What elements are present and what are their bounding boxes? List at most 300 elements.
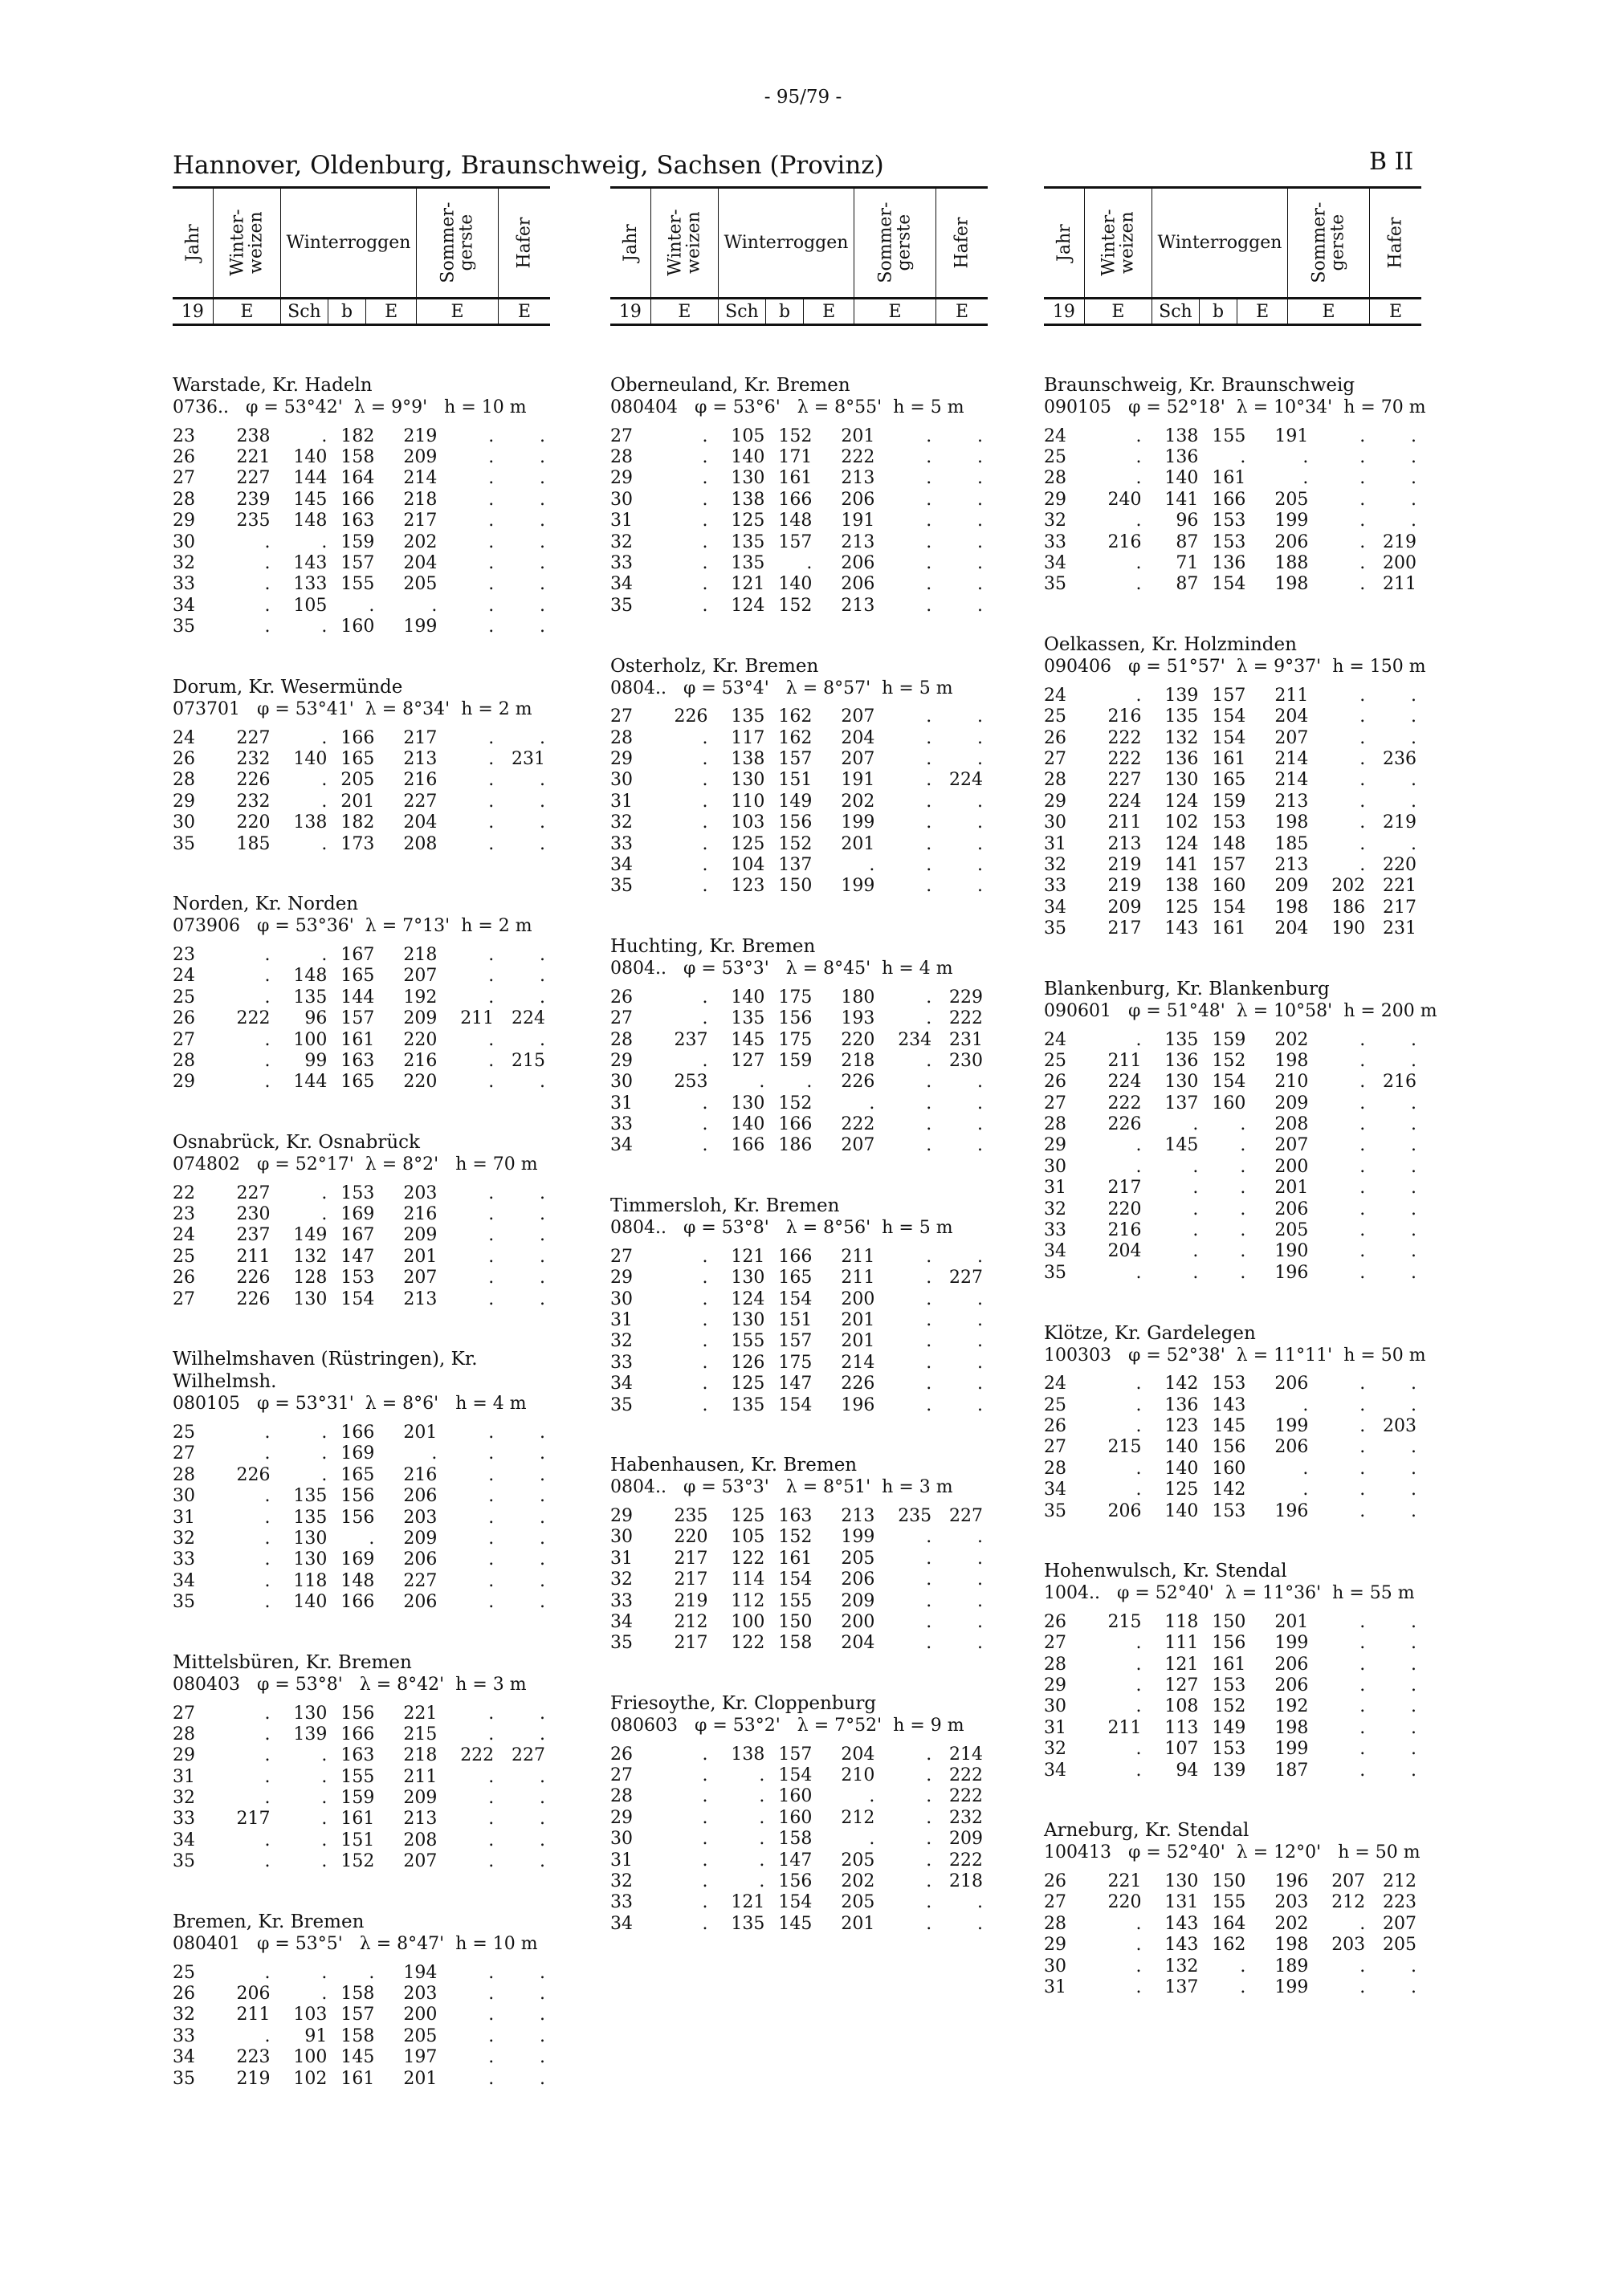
table-cell: . bbox=[264, 1050, 271, 1071]
table-cell: 137 bbox=[1164, 1977, 1199, 1997]
table-cell: 31 bbox=[173, 1766, 195, 1787]
table-row bbox=[173, 595, 550, 616]
table-cell: 234 bbox=[898, 1029, 932, 1050]
table-cell: 211 bbox=[1383, 574, 1416, 595]
table-cell: 171 bbox=[778, 447, 813, 468]
table-cell: 229 bbox=[949, 987, 983, 1008]
table-cell: 105 bbox=[293, 595, 328, 616]
table-cell: 100 bbox=[731, 1611, 765, 1632]
table-cell: . bbox=[264, 1592, 271, 1613]
table-row bbox=[610, 876, 988, 897]
table-cell: 211 bbox=[1107, 812, 1142, 833]
table-row bbox=[173, 1528, 550, 1549]
table-row bbox=[1044, 1935, 1421, 1956]
table-cell: . bbox=[488, 1268, 495, 1288]
table-cell: . bbox=[926, 833, 932, 854]
table-cell: . bbox=[540, 944, 545, 965]
table-cell: . bbox=[1135, 447, 1142, 468]
table-cell: . bbox=[488, 987, 495, 1008]
station-coordinates: 073701 φ = 53°41' λ = 8°34' h = 2 m bbox=[173, 698, 532, 719]
table-cell: 135 bbox=[731, 706, 765, 727]
header-unit: E bbox=[1287, 299, 1369, 325]
table-cell: . bbox=[1302, 468, 1309, 489]
table-cell: 27 bbox=[610, 706, 633, 727]
table-cell: 166 bbox=[731, 1135, 765, 1156]
table-row bbox=[610, 812, 988, 833]
table-cell: 208 bbox=[403, 833, 438, 854]
table-cell: 211 bbox=[1107, 1050, 1142, 1071]
table-cell: . bbox=[926, 1633, 932, 1654]
table-cell: 152 bbox=[778, 1527, 813, 1548]
table-cell: 140 bbox=[293, 748, 328, 769]
table-cell: 166 bbox=[778, 1114, 813, 1135]
table-cell: . bbox=[1359, 812, 1366, 833]
station-coordinates: 0804.. φ = 53°3' λ = 8°51' h = 3 m bbox=[610, 1477, 953, 1498]
table-cell: 25 bbox=[1044, 1050, 1066, 1071]
table-cell: . bbox=[264, 1745, 271, 1766]
page-number: - 95/79 - bbox=[764, 87, 842, 108]
header-unit: E bbox=[804, 299, 854, 325]
station-coordinates: 090105 φ = 52°18' λ = 10°34' h = 70 m bbox=[1044, 397, 1426, 417]
table-cell: . bbox=[926, 706, 932, 727]
table-cell: 199 bbox=[1274, 1633, 1309, 1654]
table-cell: 217 bbox=[1107, 918, 1142, 939]
table-cell: 30 bbox=[173, 531, 195, 552]
station-name: Blankenburg, Kr. Blankenburg bbox=[1044, 978, 1330, 999]
table-cell: 125 bbox=[1164, 1480, 1199, 1500]
table-cell: . bbox=[321, 1423, 328, 1443]
table-cell: 154 bbox=[1212, 897, 1246, 918]
table-cell: . bbox=[759, 1871, 765, 1892]
table-cell: 217 bbox=[403, 727, 438, 748]
table-cell: 219 bbox=[1383, 531, 1416, 552]
table-cell: . bbox=[540, 1029, 545, 1050]
table-cell: 217 bbox=[1383, 897, 1416, 918]
table-cell: . bbox=[1302, 1480, 1309, 1500]
table-cell: 205 bbox=[1383, 1935, 1416, 1956]
table-row bbox=[1044, 1976, 1421, 1997]
table-cell: 130 bbox=[293, 1528, 328, 1549]
table-row bbox=[173, 748, 550, 769]
table-cell: 29 bbox=[610, 1505, 633, 1526]
table-cell: 35 bbox=[173, 617, 195, 637]
table-cell: 204 bbox=[1274, 706, 1309, 727]
table-cell: . bbox=[1192, 1199, 1199, 1219]
table-cell: . bbox=[1359, 447, 1366, 468]
table-cell: . bbox=[1192, 1241, 1199, 1262]
table-cell: . bbox=[1135, 1135, 1142, 1156]
table-cell: . bbox=[702, 1807, 708, 1828]
table-row bbox=[173, 1029, 550, 1050]
table-cell: 235 bbox=[898, 1505, 932, 1526]
table-cell: 205 bbox=[1274, 489, 1309, 510]
table-cell: 132 bbox=[1164, 1956, 1199, 1976]
table-row bbox=[1044, 1374, 1421, 1394]
table-cell: . bbox=[926, 1569, 932, 1590]
station-data-table bbox=[1044, 425, 1421, 595]
table-row bbox=[173, 1486, 550, 1507]
station-data-table bbox=[610, 1744, 988, 1935]
table-row bbox=[610, 1072, 988, 1093]
table-cell: . bbox=[1359, 1114, 1366, 1135]
table-cell: . bbox=[1359, 1500, 1366, 1521]
station-block bbox=[1044, 1819, 1421, 1997]
table-cell: 198 bbox=[1274, 1717, 1309, 1738]
table-cell: 34 bbox=[610, 1913, 633, 1934]
table-cell: 202 bbox=[1274, 1913, 1309, 1934]
table-cell: . bbox=[1359, 553, 1366, 574]
table-cell: 198 bbox=[1274, 812, 1309, 833]
table-cell: . bbox=[1359, 1156, 1366, 1177]
table-row bbox=[173, 1225, 550, 1246]
table-cell: 27 bbox=[610, 1008, 633, 1029]
table-cell: 32 bbox=[610, 1871, 633, 1892]
table-cell: . bbox=[540, 553, 545, 574]
table-cell: 33 bbox=[610, 1114, 633, 1135]
table-cell: . bbox=[1411, 1480, 1416, 1500]
table-cell: 34 bbox=[610, 1135, 633, 1156]
table-row bbox=[173, 1570, 550, 1591]
table-cell: 203 bbox=[403, 1507, 438, 1528]
table-cell: 201 bbox=[841, 1331, 875, 1352]
table-cell: 214 bbox=[1274, 748, 1309, 769]
station-coordinates: 0804.. φ = 53°8' λ = 8°56' h = 5 m bbox=[610, 1218, 953, 1239]
table-cell: 199 bbox=[841, 812, 875, 833]
table-cell: . bbox=[926, 1114, 932, 1135]
table-cell: 28 bbox=[173, 1050, 195, 1071]
table-cell: . bbox=[702, 1093, 708, 1113]
table-cell: 149 bbox=[293, 1225, 328, 1246]
table-cell: 33 bbox=[610, 833, 633, 854]
table-cell: 212 bbox=[1383, 1871, 1416, 1892]
table-cell: 207 bbox=[403, 966, 438, 987]
table-cell: 150 bbox=[778, 1611, 813, 1632]
station-data-table bbox=[610, 1505, 988, 1654]
table-cell: 35 bbox=[1044, 918, 1066, 939]
table-row bbox=[173, 552, 550, 573]
column-2 bbox=[610, 186, 988, 1973]
table-cell: . bbox=[321, 1809, 328, 1830]
table-cell: 194 bbox=[403, 1962, 438, 1983]
table-cell: 220 bbox=[403, 1029, 438, 1050]
table-cell: 157 bbox=[340, 553, 375, 574]
table-cell: . bbox=[1359, 1437, 1366, 1458]
table-cell: . bbox=[264, 944, 271, 965]
station-coordinates: 074802 φ = 52°17' λ = 8°2' h = 70 m bbox=[173, 1154, 538, 1174]
table-cell: 130 bbox=[731, 770, 765, 791]
table-cell: 142 bbox=[1164, 1374, 1199, 1394]
station-name: Bremen, Kr. Bremen bbox=[173, 1911, 365, 1932]
table-cell: 215 bbox=[1107, 1437, 1142, 1458]
table-cell: . bbox=[926, 1135, 932, 1156]
table-cell: . bbox=[1240, 1977, 1246, 1997]
table-cell: 130 bbox=[731, 1093, 765, 1113]
table-cell: 135 bbox=[293, 1486, 328, 1507]
table-cell: 24 bbox=[1044, 1029, 1066, 1050]
table-cell: 159 bbox=[778, 1050, 813, 1071]
table-cell: 236 bbox=[1383, 748, 1416, 769]
table-cell: 216 bbox=[1107, 531, 1142, 552]
table-cell: . bbox=[702, 876, 708, 897]
table-cell: 111 bbox=[1164, 1633, 1199, 1654]
table-cell: . bbox=[806, 553, 813, 574]
table-cell: 140 bbox=[1164, 468, 1199, 489]
header-winterweizen-label: Winter- weizen bbox=[665, 209, 704, 276]
table-cell: . bbox=[264, 1549, 271, 1570]
table-cell: . bbox=[488, 727, 495, 748]
table-cell: . bbox=[264, 553, 271, 574]
table-cell: 224 bbox=[512, 1008, 545, 1029]
table-cell: 103 bbox=[293, 2005, 328, 2025]
table-row bbox=[1044, 1611, 1421, 1632]
table-cell: 125 bbox=[731, 1374, 765, 1394]
table-cell: . bbox=[977, 1892, 983, 1913]
table-cell: 34 bbox=[1044, 1241, 1066, 1262]
table-cell: . bbox=[488, 1464, 495, 1485]
table-cell: 34 bbox=[610, 1374, 633, 1394]
table-cell: 138 bbox=[1164, 425, 1199, 446]
table-row bbox=[1044, 1113, 1421, 1134]
table-cell: . bbox=[540, 2005, 545, 2025]
table-cell: 29 bbox=[1044, 1675, 1066, 1696]
table-cell: . bbox=[1411, 1717, 1416, 1738]
table-cell: . bbox=[1135, 685, 1142, 706]
table-cell: 156 bbox=[340, 1507, 375, 1528]
table-cell: . bbox=[540, 1204, 545, 1225]
table-cell: 24 bbox=[173, 1225, 195, 1246]
table-cell: 150 bbox=[1212, 1611, 1246, 1632]
table-cell: 32 bbox=[173, 2005, 195, 2025]
table-cell: . bbox=[488, 1443, 495, 1464]
table-cell: 153 bbox=[1212, 1374, 1246, 1394]
table-cell: 154 bbox=[778, 1288, 813, 1309]
table-cell: 237 bbox=[236, 1225, 271, 1246]
table-cell: 202 bbox=[1274, 1029, 1309, 1050]
table-cell: . bbox=[1359, 1696, 1366, 1717]
table-row bbox=[610, 791, 988, 812]
table-cell: 153 bbox=[1212, 1500, 1246, 1521]
table-cell: 135 bbox=[293, 987, 328, 1008]
table-cell: 113 bbox=[1164, 1717, 1199, 1738]
table-cell: 29 bbox=[173, 791, 195, 812]
table-cell: 26 bbox=[1044, 1415, 1066, 1436]
table-row bbox=[173, 446, 550, 467]
table-cell: . bbox=[1411, 1458, 1416, 1479]
table-cell: . bbox=[488, 944, 495, 965]
table-cell: . bbox=[540, 2025, 545, 2046]
table-cell: 186 bbox=[1331, 897, 1366, 918]
table-cell: 196 bbox=[1274, 1871, 1309, 1892]
table-row bbox=[1044, 552, 1421, 573]
table-cell: . bbox=[1240, 1156, 1246, 1177]
table-cell: . bbox=[1135, 1262, 1142, 1283]
table-cell: . bbox=[977, 1331, 983, 1352]
table-cell: . bbox=[1411, 1135, 1416, 1156]
table-cell: 210 bbox=[1274, 1072, 1309, 1093]
table-row bbox=[173, 1464, 550, 1485]
table-cell: . bbox=[488, 1050, 495, 1071]
table-row bbox=[1044, 685, 1421, 706]
table-cell: 222 bbox=[949, 1850, 983, 1871]
table-row bbox=[1044, 854, 1421, 875]
table-cell: 135 bbox=[1164, 1029, 1199, 1050]
table-cell: 154 bbox=[778, 1892, 813, 1913]
table-row bbox=[173, 2005, 550, 2025]
table-cell: . bbox=[1240, 447, 1246, 468]
table-cell: . bbox=[977, 1352, 983, 1373]
table-cell: 34 bbox=[173, 1830, 195, 1850]
table-row bbox=[173, 1766, 550, 1787]
header-hafer-label: Hafer bbox=[1385, 217, 1406, 269]
table-cell: . bbox=[321, 1984, 328, 2005]
table-cell: 26 bbox=[1044, 1611, 1066, 1632]
table-cell: 157 bbox=[778, 748, 813, 769]
table-cell: 130 bbox=[1164, 770, 1199, 791]
station-data-table bbox=[1044, 1611, 1421, 1781]
table-cell: 27 bbox=[1044, 748, 1066, 769]
table-row bbox=[173, 770, 550, 791]
table-cell: 33 bbox=[1044, 531, 1066, 552]
table-cell: 100 bbox=[293, 2047, 328, 2068]
table-cell: 29 bbox=[173, 511, 195, 531]
header-unit: E bbox=[366, 299, 417, 325]
table-cell: 34 bbox=[610, 574, 633, 595]
table-cell: . bbox=[977, 1633, 983, 1654]
station-block bbox=[173, 676, 550, 854]
table-cell: . bbox=[702, 770, 708, 791]
station-name: Arneburg, Kr. Stendal bbox=[1044, 1820, 1249, 1842]
table-cell: . bbox=[1135, 1696, 1142, 1717]
station-data-table bbox=[173, 1183, 550, 1309]
table-cell: 199 bbox=[1274, 1415, 1309, 1436]
table-cell: 209 bbox=[1274, 876, 1309, 897]
table-cell: 144 bbox=[293, 468, 328, 489]
header-winterweizen bbox=[213, 188, 280, 299]
station-coordinates: 0736.. φ = 53°42' λ = 9°9' h = 10 m bbox=[173, 397, 527, 417]
table-cell: . bbox=[540, 1183, 545, 1203]
table-row bbox=[173, 2025, 550, 2046]
table-cell: . bbox=[540, 966, 545, 987]
table-cell: 153 bbox=[1212, 1675, 1246, 1696]
table-cell: . bbox=[540, 1225, 545, 1246]
table-row bbox=[610, 1892, 988, 1913]
table-cell: 138 bbox=[293, 812, 328, 833]
table-cell: . bbox=[1359, 1977, 1366, 1997]
station-data-table bbox=[1044, 1871, 1421, 1997]
table-row bbox=[1044, 1871, 1421, 1891]
table-cell: 206 bbox=[1274, 531, 1309, 552]
table-cell: 200 bbox=[1274, 1156, 1309, 1177]
table-cell: . bbox=[926, 553, 932, 574]
table-row bbox=[173, 727, 550, 748]
table-cell: 32 bbox=[173, 553, 195, 574]
table-cell: 136 bbox=[1164, 447, 1199, 468]
table-cell: . bbox=[321, 531, 328, 552]
table-row bbox=[610, 1309, 988, 1330]
table-cell: . bbox=[488, 468, 495, 489]
table-row bbox=[610, 489, 988, 510]
table-cell: 135 bbox=[293, 1507, 328, 1528]
table-cell: . bbox=[702, 511, 708, 531]
table-row bbox=[610, 1765, 988, 1785]
table-cell: 157 bbox=[340, 1008, 375, 1029]
table-cell: . bbox=[264, 531, 271, 552]
table-cell: 182 bbox=[340, 425, 375, 446]
table-cell: . bbox=[321, 1851, 328, 1872]
table-cell: . bbox=[977, 595, 983, 616]
table-cell: 209 bbox=[949, 1829, 983, 1850]
table-cell: . bbox=[488, 1486, 495, 1507]
table-cell: . bbox=[1411, 1199, 1416, 1219]
table-cell: 34 bbox=[1044, 1480, 1066, 1500]
table-cell: . bbox=[1411, 1760, 1416, 1781]
table-row bbox=[610, 770, 988, 791]
column-header bbox=[173, 186, 550, 326]
table-row bbox=[1044, 748, 1421, 769]
table-cell: . bbox=[431, 1443, 438, 1464]
table-cell: . bbox=[540, 833, 545, 854]
table-cell: . bbox=[1359, 791, 1366, 812]
table-cell: . bbox=[1411, 468, 1416, 489]
table-cell: 220 bbox=[236, 812, 271, 833]
table-cell: . bbox=[488, 511, 495, 531]
table-cell: 211 bbox=[1274, 685, 1309, 706]
station-coordinates: 073906 φ = 53°36' λ = 7°13' h = 2 m bbox=[173, 916, 532, 937]
table-cell: 32 bbox=[1044, 854, 1066, 875]
table-cell: 29 bbox=[610, 1050, 633, 1071]
table-cell: . bbox=[702, 1310, 708, 1331]
table-row bbox=[1044, 1675, 1421, 1696]
table-cell: 35 bbox=[1044, 574, 1066, 595]
table-cell: . bbox=[1359, 531, 1366, 552]
table-cell: . bbox=[540, 574, 545, 595]
table-cell: . bbox=[869, 1093, 875, 1113]
table-cell: 30 bbox=[1044, 1156, 1066, 1177]
table-cell: . bbox=[540, 1507, 545, 1528]
table-cell: 206 bbox=[1274, 1437, 1309, 1458]
table-cell: . bbox=[926, 1050, 932, 1071]
table-row bbox=[1044, 1892, 1421, 1913]
table-cell: 227 bbox=[949, 1505, 983, 1526]
table-cell: 206 bbox=[403, 1592, 438, 1613]
table-cell: . bbox=[1411, 727, 1416, 748]
header-unit: E bbox=[1084, 299, 1152, 325]
table-cell: 28 bbox=[1044, 468, 1066, 489]
table-cell: . bbox=[759, 1765, 765, 1786]
table-cell: 166 bbox=[778, 489, 813, 510]
table-cell: 144 bbox=[340, 987, 375, 1008]
table-cell: 28 bbox=[1044, 1458, 1066, 1479]
station-name: Friesoythe, Kr. Cloppenburg bbox=[610, 1693, 877, 1715]
table-cell: 166 bbox=[1212, 489, 1246, 510]
table-cell: 221 bbox=[236, 447, 271, 468]
table-cell: . bbox=[1411, 1178, 1416, 1199]
table-cell: 96 bbox=[1176, 511, 1199, 531]
table-cell: 219 bbox=[1383, 812, 1416, 833]
table-cell: . bbox=[1359, 1739, 1366, 1760]
table-cell: . bbox=[540, 425, 545, 446]
table-cell: . bbox=[321, 727, 328, 748]
table-cell: . bbox=[264, 1962, 271, 1983]
table-cell: 213 bbox=[841, 595, 875, 616]
table-cell: . bbox=[488, 1183, 495, 1203]
table-cell: 126 bbox=[731, 1352, 765, 1373]
table-row bbox=[173, 489, 550, 510]
table-row bbox=[610, 1331, 988, 1352]
table-cell: 226 bbox=[674, 706, 708, 727]
table-cell: 199 bbox=[841, 876, 875, 897]
table-cell: 34 bbox=[1044, 897, 1066, 918]
